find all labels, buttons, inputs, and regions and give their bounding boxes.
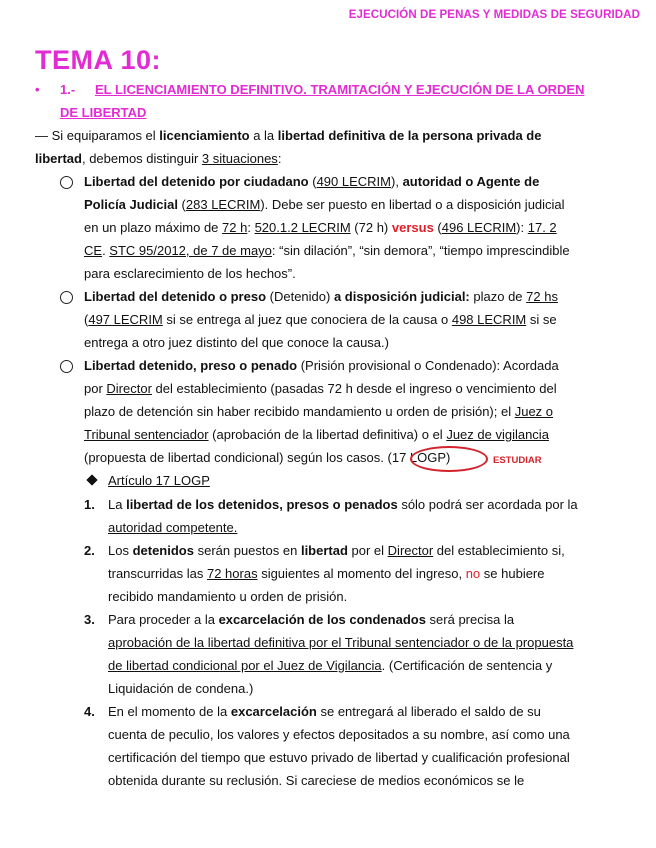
item-number: 3. xyxy=(84,612,95,627)
page-title: TEMA 10: xyxy=(35,45,162,75)
intro-line2: libertad, debemos distinguir 3 situaciones: xyxy=(35,151,282,166)
circle-bullet-icon xyxy=(60,291,73,304)
item4-line3: certificación del tiempo que estuvo privado de libertad y cualificación profesional xyxy=(108,750,570,765)
article-title: Artículo 17 LOGP xyxy=(108,473,210,488)
item4-line1: En el momento de la excarcelación se entregará al liberado el saldo de su xyxy=(108,704,541,719)
section-number: 1.- xyxy=(60,82,76,97)
item2-line3: recibido mandamiento u orden de prisión. xyxy=(108,589,348,604)
item-number: 1. xyxy=(84,497,95,512)
item2-line2: transcurridas las 72 horas siguientes al momento del ingreso, no se hubiere xyxy=(108,566,545,581)
item2-line1: Los detenidos serán puestos en libertad por el Director del establecimiento si, xyxy=(108,543,565,558)
highlight-circle-icon xyxy=(410,446,488,472)
situation2-line2: (497 LECRIM si se entrega al juez que conociera de la causa o 498 LECRIM si se xyxy=(84,312,557,327)
item-number: 4. xyxy=(84,704,95,719)
situation3-line2: por Director del establecimiento (pasadas 72 h desde el ingreso o vencimiento del xyxy=(84,381,557,396)
situation1-line5: para esclarecimiento de los hechos”. xyxy=(84,266,296,281)
situation1-line4: CE. STC 95/2012, de 7 de mayo: “sin dilación”, “sin demora”, “tiempo imprescindible xyxy=(84,243,570,258)
situation1-line3: en un plazo máximo de 72 h: 520.1.2 LECRIM (72 h) versus (496 LECRIM): 17. 2 xyxy=(84,220,557,235)
diamond-bullet-icon xyxy=(86,474,97,485)
item4-line4: obtenida durante su reclusión. Si careciese de medios económicos se le xyxy=(108,773,525,788)
page-header: EJECUCIÓN DE PENAS Y MEDIDAS DE SEGURIDAD xyxy=(348,9,640,21)
item3-line2: aprobación de la libertad definitiva por el Tribunal sentenciador o de la propuesta xyxy=(108,635,574,650)
situation3-line4: Tribunal sentenciador (aprobación de la libertad definitiva) o el Juez de vigilancia xyxy=(84,427,549,442)
item4-line2: cuenta de peculio, los valores y efectos depositados a su nombre, así como una xyxy=(108,727,570,742)
situation1-line2: Policía Judicial (283 LECRIM). Debe ser puesto en libertad o a disposición judicial xyxy=(84,197,565,212)
item3-line1: Para proceder a la excarcelación de los condenados será precisa la xyxy=(108,612,515,627)
section-title-line1: EL LICENCIAMIENTO DEFINITIVO. TRAMITACIÓN Y EJECUCIÓN DE LA ORDEN xyxy=(95,82,585,97)
situation3-line3: plazo de detención sin haber recibido mandamiento u orden de prisión); el Juez o xyxy=(84,404,554,419)
study-note: ESTUDIAR xyxy=(493,455,542,466)
item3-line4: Liquidación de condena.) xyxy=(108,681,254,696)
situation2-line3: entrega a otro juez distinto del que conoce la causa.) xyxy=(84,335,389,350)
circle-bullet-icon xyxy=(60,360,73,373)
section-title-line2: DE LIBERTAD xyxy=(60,105,147,120)
situation3-line1: Libertad detenido, preso o penado (Prisión provisional o Condenado): Acordada xyxy=(84,358,559,373)
item3-line3: de libertad condicional por el Juez de Vigilancia. (Certificación de sentencia y xyxy=(108,658,553,673)
bullet-icon: • xyxy=(35,82,40,97)
intro-line1: — Si equiparamos el licenciamiento a la libertad definitiva de la persona privada de xyxy=(35,128,542,143)
circle-bullet-icon xyxy=(60,176,73,189)
situation2-line1: Libertad del detenido o preso (Detenido) a disposición judicial: plazo de 72 hs xyxy=(84,289,558,304)
situation1-line1: Libertad del detenido por ciudadano (490 LECRIM), autoridad o Agente de xyxy=(84,174,540,189)
situation3-line5: (propuesta de libertad condicional) según los casos. (17 LOGP) xyxy=(84,450,451,465)
item1-line1: La libertad de los detenidos, presos o penados sólo podrá ser acordada por la xyxy=(108,497,578,512)
item-number: 2. xyxy=(84,543,95,558)
logp-reference: (17 LOGP) xyxy=(387,450,451,465)
item1-line2: autoridad competente. xyxy=(108,520,238,535)
